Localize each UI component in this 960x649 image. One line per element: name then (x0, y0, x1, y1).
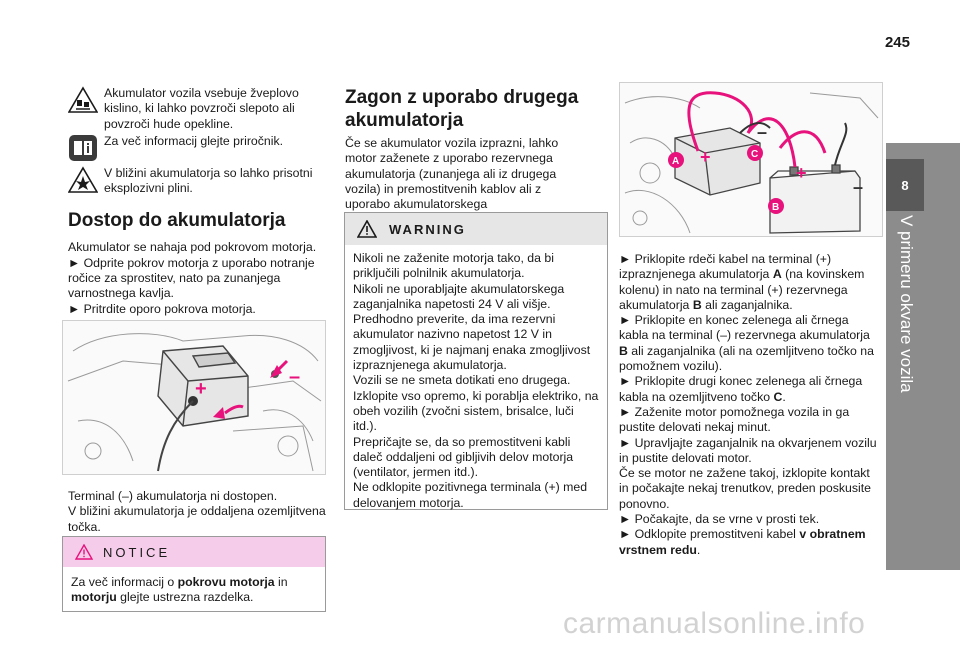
step-text: ► Odklopite premostitveni kabel (619, 527, 800, 542)
column-1 (68, 86, 330, 317)
step-text: ► Priklopite en konec zelenega ali črnega kabla na terminal (–) rezervnega akumulatorja (619, 313, 870, 343)
warning-triangle-icon (357, 220, 377, 238)
watermark: carmanualsonline.info (563, 607, 866, 640)
step-text: . (782, 389, 786, 404)
warning-paragraph: Prepričajte se, da so premostitveni kabli daleč oddaljeni od gibljivih delov motorja (ventilator, jermen itd.). (353, 434, 574, 480)
procedure-step (619, 313, 881, 374)
step-bold-text: v obratnem vrstnem redu (619, 527, 866, 557)
svg-text:–: – (853, 177, 864, 197)
warning-paragraph: Izklopite vso opremo, ki porablja elektriko, na obeh vozilih (zvočni sistem, brisalce, luči itd.). (353, 388, 599, 434)
step-bold-text: B (619, 343, 628, 358)
step-text: ali zaganjalnika (ali na ozemljitveno točko na pomožnem vozilu). (619, 343, 874, 374)
procedure-step (619, 512, 881, 527)
svg-text:+: + (796, 163, 807, 183)
manual-line (68, 134, 330, 162)
section-heading-access: Dostop do akumulatorja (68, 210, 286, 232)
warning-box (344, 212, 608, 510)
notice-body (63, 567, 325, 612)
caption-terminal: Terminal (–) akumulatorja ni dostopen. (68, 489, 278, 503)
step-text: . (696, 542, 701, 557)
intro-text-explosion: V bližini akumulatorja so lahko prisotni eksplozivni plini. (104, 165, 313, 196)
step-text: ► Priklopite rdeči kabel na terminal (+) izpraznjenega akumulatorja (619, 252, 832, 282)
notice-bold-engine: motorju (71, 590, 117, 605)
caption-ground-point: V bližini akumulatorja je oddaljena ozemljitvena točka. (68, 504, 326, 534)
step-text: ali zaganjalnika. (701, 297, 793, 312)
label-a: A (672, 156, 680, 167)
figure-caption-block (68, 489, 330, 535)
procedure-step (619, 527, 881, 558)
notice-box (62, 536, 326, 612)
label-b: B (772, 202, 780, 213)
notice-bold-hood: pokrovu motorja (177, 575, 275, 589)
warning-paragraph: Predhodno preverite, da ima rezervni akumulator nazivno napetost 12 V in zmogljivost, ki je najmanj enaka zmogljivost izpraznjenega akumulatorja. (353, 312, 591, 373)
page-number: 245 (884, 34, 910, 51)
procedure-step (619, 436, 881, 467)
access-text-3: ► Pritrdite oporo pokrova motorja. (68, 301, 256, 316)
explosion-warning-line (68, 166, 330, 197)
acid-warning-line (68, 86, 330, 132)
procedure-step (619, 466, 881, 512)
battery-location-figure (62, 320, 326, 475)
warning-paragraph: Ne odklopite pozitivnega terminala (+) med delovanjem motorja. (353, 480, 588, 510)
step-text: ► Zaženite motor pomožnega vozila in ga pustite delovati nekaj minut. (619, 404, 850, 435)
notice-text: in (274, 575, 288, 589)
svg-text:+: + (700, 147, 711, 167)
notice-title: NOTICE (103, 544, 171, 560)
step-text: Če se motor ne zažene takoj, izklopite kontakt in počakajte nekaj trenutkov, preden poskusite ponovno. (619, 466, 872, 511)
label-c: C (751, 149, 759, 160)
step-text: (na kovinskem kolenu) in nato na terminal (+) rezervnega akumulatorja (619, 267, 865, 312)
procedure-step (619, 252, 881, 313)
section-heading-jumpstart: Zagon z uporabo drugega akumulatorja (345, 87, 579, 131)
jump-cables-illustration (620, 83, 882, 236)
warning-paragraph: Nikoli ne zaženite motorja tako, da bi priključili polnilnik akumulatorja. (353, 251, 554, 281)
intro-text-manual: Za več informacij glejte priročnik. (104, 133, 284, 148)
warning-header (345, 213, 607, 245)
procedure-step (619, 374, 881, 405)
warning-body (345, 245, 607, 517)
step-text: ► Upravljajte zaganjalnik na okvarjenem vozilu in pustite delovati motor. (619, 435, 877, 465)
explosion-hazard-icon (68, 166, 98, 194)
warning-paragraph: Nikoli ne uporabljajte akumulatorskega zaganjalnika napetosti 24 V ali višje. (353, 281, 565, 311)
chapter-title: V primeru okvare vozila (897, 215, 916, 393)
svg-text:+: + (195, 378, 207, 400)
notice-triangle-icon (75, 544, 93, 560)
engine-bay-illustration (63, 321, 325, 474)
svg-text:–: – (757, 122, 768, 142)
column-3-steps (619, 252, 881, 558)
jump-start-figure (619, 82, 883, 237)
column-2 (345, 86, 607, 228)
step-text: ► Priklopite drugi konec zelenega ali črnega kabla na ozemljitveno točko (619, 374, 863, 404)
jumpstart-intro: Če se akumulator vozila izprazni, lahko motor zaženete z uporabo rezervnega akumulatorja (zunanjega ali iz drugega vozila) in premostitvenih kablov ali z uporabo akumulatorskega (345, 136, 559, 212)
manual-book-icon (68, 134, 98, 162)
acid-hazard-icon (68, 86, 98, 114)
access-text-2: ► Odprite pokrov motorja z uporabo notranje ročice za sprostitev, nato pa zunanjega varnostnega kavlja. (68, 255, 315, 301)
notice-text: Za več informacij o (71, 575, 178, 589)
step-bold-text: A (772, 267, 782, 282)
procedure-step (619, 405, 881, 436)
step-bold-text: C (773, 389, 783, 404)
intro-text-acid: Akumulator vozila vsebuje žveplovo kislino, ki lahko povzroči slepoto ali povzroči hude opekline. (104, 86, 299, 131)
step-bold-text: B (692, 297, 702, 312)
notice-text: glejte ustrezna razdelka. (116, 590, 254, 605)
warning-title: WARNING (389, 221, 466, 237)
chapter-number-badge: 8 (886, 159, 924, 211)
access-text-1: Akumulator se nahaja pod pokrovom motorja. (68, 240, 317, 255)
step-text: ► Počakajte, da se vrne v prosti tek. (619, 512, 820, 527)
notice-header (63, 537, 325, 567)
warning-paragraph: Vozili se ne smeta dotikati eno drugega. (353, 373, 571, 388)
svg-text:–: – (289, 366, 301, 388)
